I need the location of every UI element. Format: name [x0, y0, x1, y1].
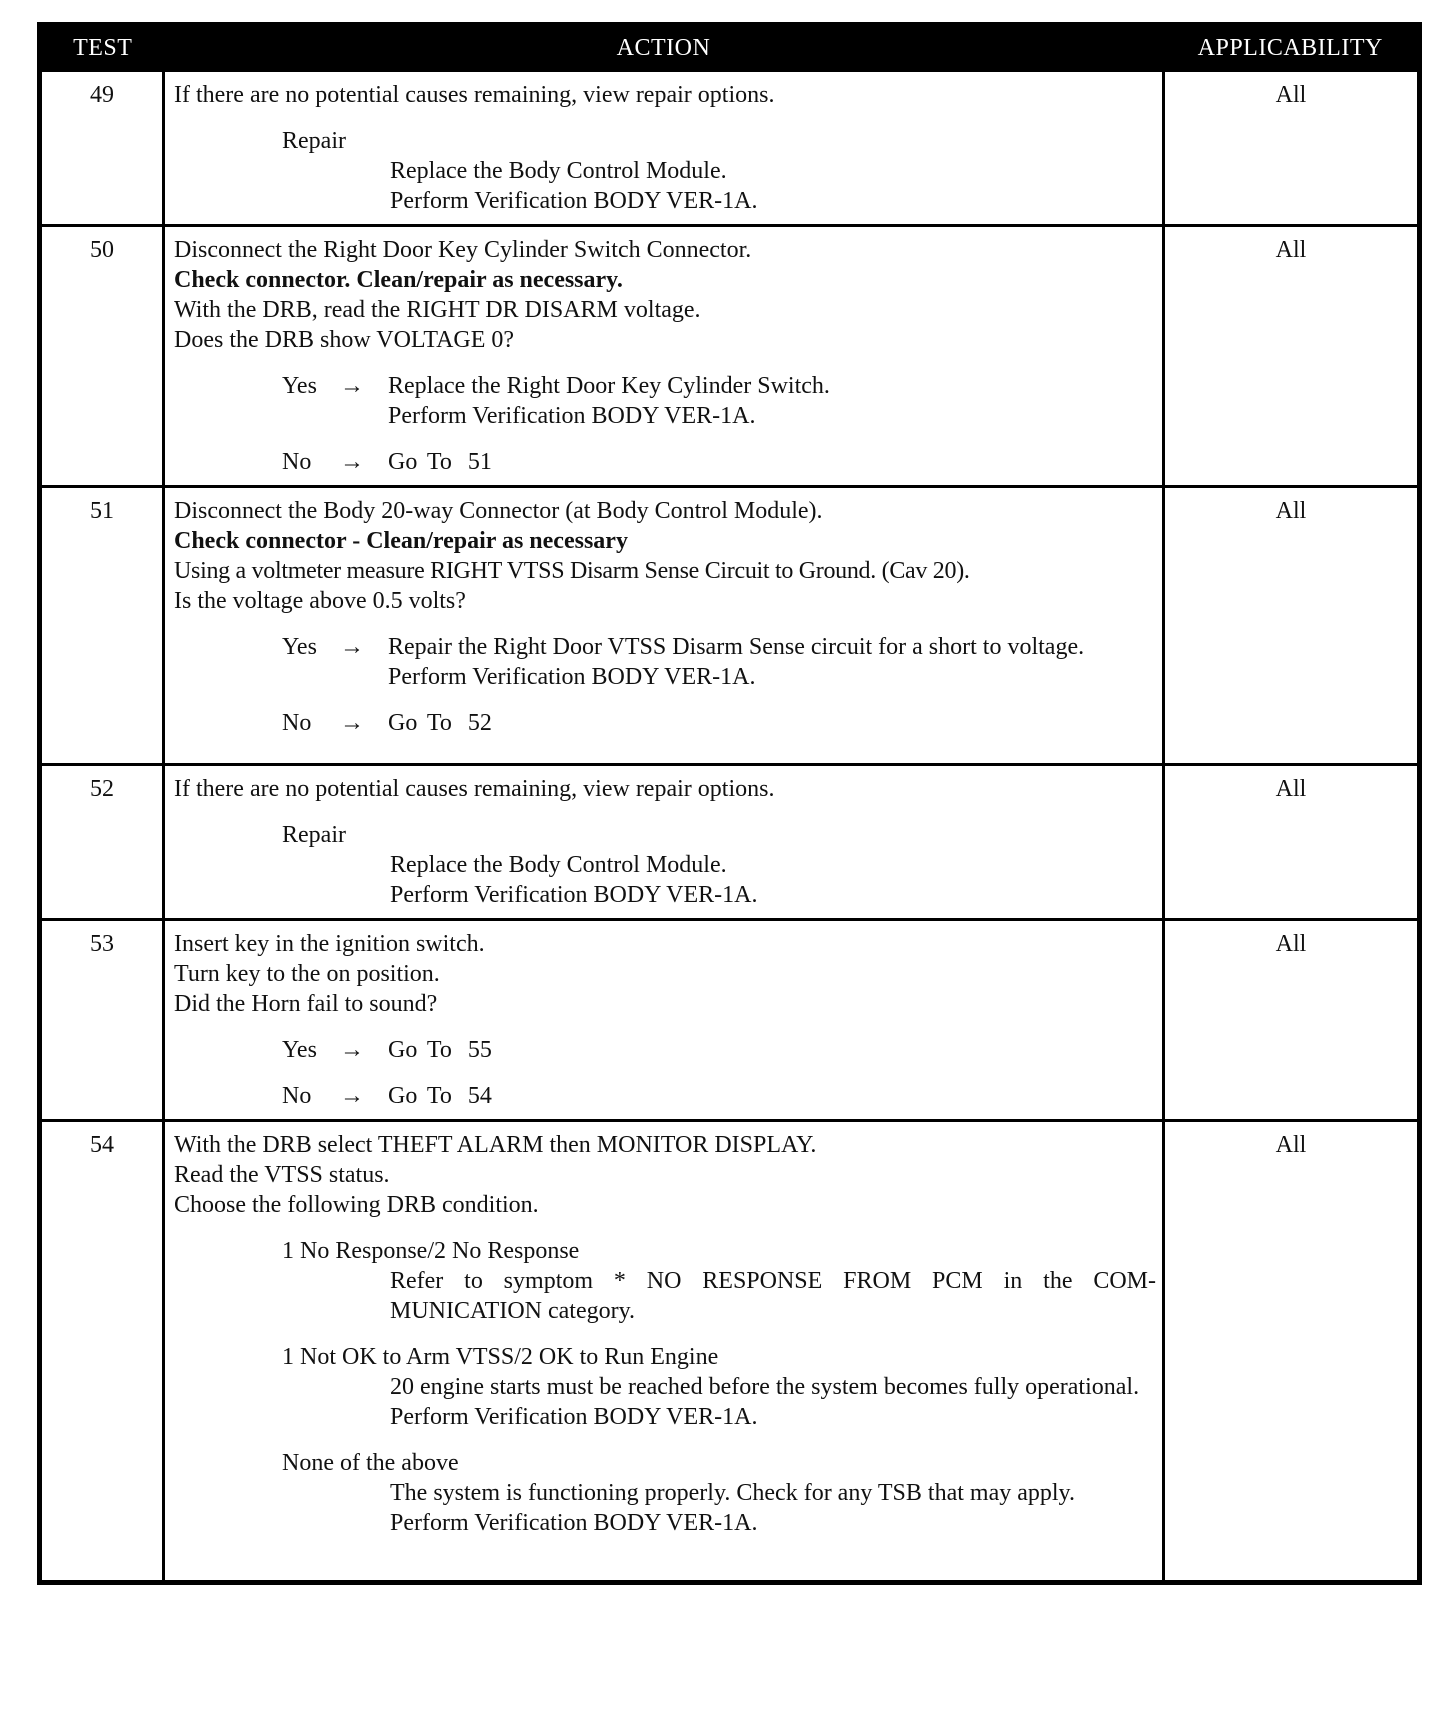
repair-line: Perform Verification BODY VER-1A.	[390, 882, 758, 908]
table-row	[40, 487, 1420, 765]
repair-label: Repair	[282, 128, 346, 154]
action-line: With the DRB select THEFT ALARM then MONITOR DISPLAY.	[174, 1132, 817, 1158]
repair-label: Repair	[282, 822, 346, 848]
action-line: Choose the following DRB condition.	[174, 1192, 539, 1218]
action-line: Is the voltage above 0.5 volts?	[174, 588, 466, 614]
option-block	[174, 1236, 1156, 1326]
action-line: If there are no potential causes remaining, view repair options.	[174, 82, 775, 108]
action-cell	[164, 487, 1164, 765]
yes-branch	[174, 371, 1156, 431]
goto-label: Go To	[388, 449, 452, 475]
option-text: 20 engine starts must be reached before the system becomes fully operational.	[390, 1374, 1140, 1400]
repair-line: Perform Verification BODY VER-1A.	[390, 188, 758, 214]
goto-target: 51	[467, 449, 492, 475]
applicability-cell: All	[1164, 487, 1420, 765]
action-line: Disconnect the Body 20-way Connector (at Body Control Module).	[174, 498, 823, 524]
option-block	[174, 1342, 1156, 1432]
repair-line: Replace the Body Control Module.	[390, 158, 727, 184]
option-text: The system is functioning properly. Check for any TSB that may apply.	[390, 1480, 1075, 1506]
yes-line: Repair the Right Door VTSS Disarm Sense circuit for a short to voltage.	[388, 634, 1085, 660]
yes-branch	[174, 632, 1156, 692]
action-line: Did the Horn fail to sound?	[174, 991, 438, 1017]
action-line: Insert key in the ignition switch.	[174, 931, 485, 957]
arrow-icon: →	[340, 634, 364, 660]
table-header-row	[40, 25, 1420, 71]
applicability-cell: All	[1164, 226, 1420, 487]
arrow-icon: →	[340, 1083, 364, 1109]
goto-label: Go To	[388, 710, 452, 736]
header-action: ACTION	[164, 25, 1164, 71]
table-row	[40, 765, 1420, 920]
table-row	[40, 920, 1420, 1121]
test-number: 54	[40, 1121, 164, 1583]
action-line-bold: Check connector. Clean/repair as necessary.	[174, 267, 623, 293]
action-line: With the DRB, read the RIGHT DR DISARM voltage.	[174, 297, 701, 323]
document-page	[37, 22, 1417, 1692]
no-label: No	[282, 710, 312, 736]
repair-line: Replace the Body Control Module.	[390, 852, 727, 878]
action-line: Read the VTSS status.	[174, 1162, 390, 1188]
no-branch	[174, 708, 1156, 738]
action-cell	[164, 1121, 1164, 1583]
test-number: 49	[40, 71, 164, 226]
test-number: 50	[40, 226, 164, 487]
diagnostic-table	[37, 22, 1422, 1585]
table-row	[40, 226, 1420, 487]
no-branch	[174, 447, 1156, 477]
yes-line: Perform Verification BODY VER-1A.	[388, 664, 756, 690]
test-number: 53	[40, 920, 164, 1121]
arrow-icon: →	[340, 1037, 364, 1063]
repair-block	[174, 820, 1156, 910]
action-line: Using a voltmeter measure RIGHT VTSS Disarm Sense Circuit to Ground. (Cav 20).	[174, 558, 970, 584]
goto-target: 54	[467, 1083, 492, 1109]
option-label: 1 Not OK to Arm VTSS/2 OK to Run Engine	[282, 1344, 719, 1370]
no-label: No	[282, 1083, 312, 1109]
action-cell	[164, 71, 1164, 226]
action-line: Does the DRB show VOLTAGE 0?	[174, 327, 515, 353]
action-cell	[164, 765, 1164, 920]
option-text: Refer to symptom * NO RESPONSE FROM PCM in the COM-MUNICATION category.	[390, 1268, 1156, 1324]
action-line: Turn key to the on position.	[174, 961, 440, 987]
no-branch	[174, 1081, 1156, 1111]
option-label: 1 No Response/2 No Response	[282, 1238, 580, 1264]
arrow-icon: →	[340, 449, 364, 475]
goto-target: 52	[467, 710, 492, 736]
action-cell	[164, 226, 1164, 487]
option-label: None of the above	[282, 1450, 459, 1476]
arrow-icon: →	[340, 373, 364, 399]
option-verify: Perform Verification BODY VER-1A.	[390, 1510, 758, 1536]
option-block	[174, 1448, 1156, 1538]
yes-line: Replace the Right Door Key Cylinder Switch.	[388, 373, 830, 399]
option-verify: Perform Verification BODY VER-1A.	[390, 1404, 758, 1430]
action-line-bold: Check connector - Clean/repair as necessary	[174, 528, 628, 554]
applicability-cell: All	[1164, 765, 1420, 920]
goto-label: Go To	[388, 1037, 452, 1063]
repair-block	[174, 126, 1156, 216]
action-line: Disconnect the Right Door Key Cylinder Switch Connector.	[174, 237, 752, 263]
goto-label: Go To	[388, 1083, 452, 1109]
applicability-cell: All	[1164, 920, 1420, 1121]
yes-label: Yes	[282, 1037, 317, 1063]
yes-line: Perform Verification BODY VER-1A.	[388, 403, 756, 429]
table-row	[40, 71, 1420, 226]
header-test: TEST	[40, 25, 164, 71]
table-row	[40, 1121, 1420, 1583]
yes-label: Yes	[282, 634, 317, 660]
yes-branch	[174, 1035, 1156, 1065]
applicability-cell: All	[1164, 71, 1420, 226]
action-cell	[164, 920, 1164, 1121]
test-number: 52	[40, 765, 164, 920]
action-line: If there are no potential causes remaining, view repair options.	[174, 776, 775, 802]
arrow-icon: →	[340, 710, 364, 736]
test-number: 51	[40, 487, 164, 765]
yes-label: Yes	[282, 373, 317, 399]
applicability-cell: All	[1164, 1121, 1420, 1583]
no-label: No	[282, 449, 312, 475]
goto-target: 55	[467, 1037, 492, 1063]
header-applicability: APPLICABILITY	[1164, 25, 1420, 71]
